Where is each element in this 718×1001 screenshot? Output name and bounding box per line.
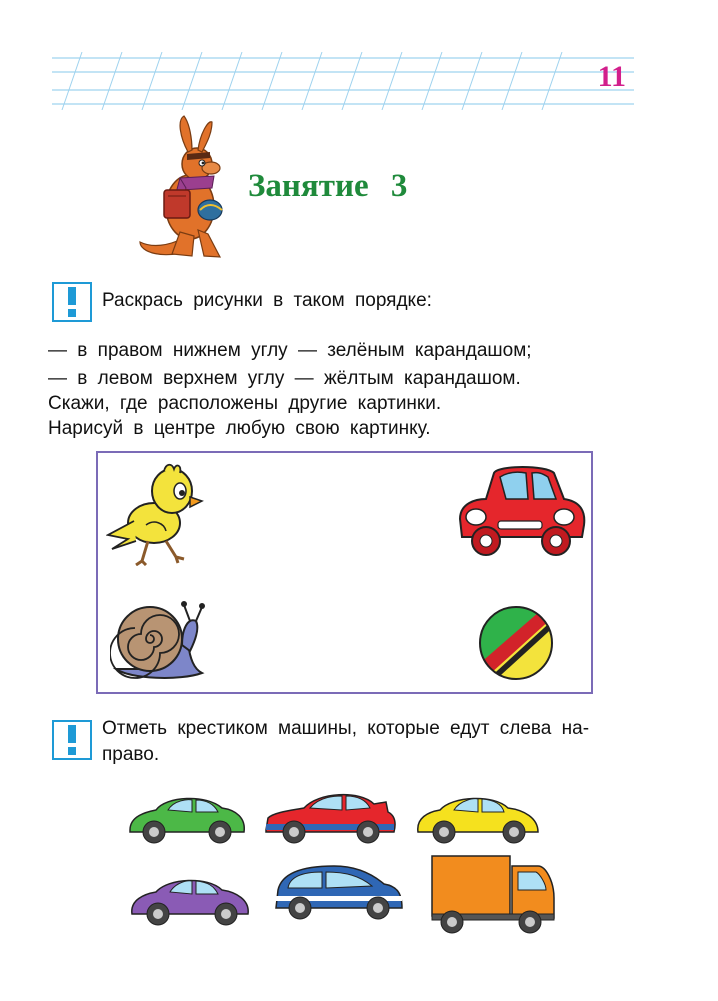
- purple-beetle-car-icon: [128, 872, 252, 928]
- yellow-beetle-car-icon: [414, 790, 542, 846]
- ruled-header-lines: [52, 52, 634, 110]
- task1-line-1: — в правом нижнем углу — зелёным карандашом;: [48, 340, 532, 361]
- orange-truck-icon: [430, 852, 558, 938]
- task1-line-4: Нарисуй в центре любую свою картинку.: [48, 418, 431, 439]
- task2-instruction-line-2: право.: [102, 744, 160, 765]
- kangaroo-mascot-icon: [132, 112, 232, 262]
- task-exclamation-icon: [52, 282, 92, 322]
- blue-hatchback-car-icon: [274, 862, 404, 924]
- ball-icon: [476, 603, 556, 683]
- snail-icon: [110, 599, 210, 685]
- coloring-picture-frame: [96, 451, 593, 694]
- green-beetle-car-icon: [126, 790, 248, 846]
- red-sedan-car-icon: [264, 788, 398, 846]
- red-car-icon: [446, 459, 588, 559]
- task1-line-2: — в левом верхнем углу — жёлтым карандашом.: [48, 368, 521, 389]
- chick-icon: [106, 461, 206, 566]
- task1-line-3: Скажи, где расположены другие картинки.: [48, 393, 442, 414]
- task1-instruction: Раскрась рисунки в таком порядке:: [102, 290, 432, 311]
- task-exclamation-icon: [52, 720, 92, 760]
- lesson-title: Занятие 3: [248, 168, 408, 204]
- task2-instruction-line-1: Отметь крестиком машины, которые едут слева на-: [102, 718, 590, 739]
- page-number: 11: [597, 60, 626, 93]
